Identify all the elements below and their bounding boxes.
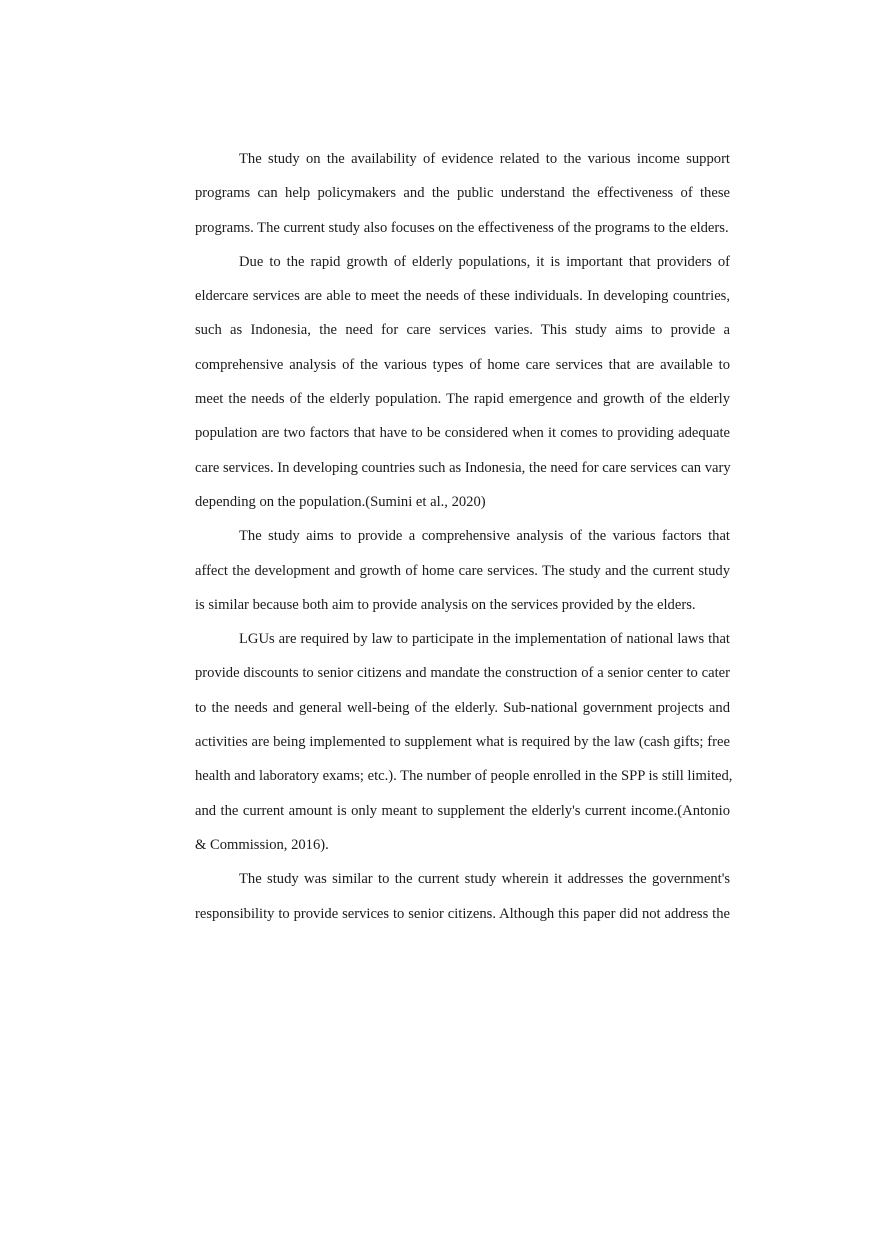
text-line: eldercare services are able to meet the needs of these individuals. In developing countries, bbox=[195, 288, 730, 305]
text-line: to the needs and general well-being of the elderly. Sub-national government projects and bbox=[195, 699, 730, 716]
text-line: care services. In developing countries such as Indonesia, the need for care services can vary bbox=[195, 459, 731, 476]
text-line: meet the needs of the elderly population. The rapid emergence and growth of the elderly bbox=[195, 391, 730, 408]
body-text bbox=[195, 145, 733, 934]
text-line: programs. The current study also focuses on the effectiveness of the programs to the elders. bbox=[195, 219, 729, 236]
text-line: such as Indonesia, the need for care services varies. This study aims to provide a bbox=[195, 322, 730, 339]
text-line: Due to the rapid growth of elderly populations, it is important that providers of bbox=[239, 253, 730, 270]
text-line: is similar because both aim to provide analysis on the services provided by the elders. bbox=[195, 596, 696, 613]
paragraph-5 bbox=[195, 865, 730, 934]
text-line: The study aims to provide a comprehensive analysis of the various factors that bbox=[239, 528, 730, 545]
text-line: depending on the population.(Sumini et al., 2020) bbox=[195, 493, 486, 510]
paragraph-1 bbox=[195, 145, 730, 248]
text-line: population are two factors that have to be considered when it comes to providing adequate bbox=[195, 425, 730, 442]
text-line: affect the development and growth of home care services. The study and the current study bbox=[195, 562, 730, 579]
text-line: The study on the availability of evidence related to the various income support bbox=[239, 151, 730, 167]
text-line: provide discounts to senior citizens and mandate the construction of a senior center to cater bbox=[195, 665, 730, 682]
paragraph-3 bbox=[195, 522, 730, 625]
text-line: health and laboratory exams; etc.). The number of people enrolled in the SPP is still limited, bbox=[195, 768, 733, 785]
text-line: activities are being implemented to supplement what is required by the law (cash gifts; free bbox=[195, 734, 730, 751]
text-line: LGUs are required by law to participate in the implementation of national laws that bbox=[239, 631, 730, 648]
text-line: & Commission, 2016). bbox=[195, 836, 329, 853]
text-line: responsibility to provide services to senior citizens. Although this paper did not address the bbox=[195, 905, 730, 922]
text-line: and the current amount is only meant to supplement the elderly's current income.(Antonio bbox=[195, 802, 730, 819]
text-line: comprehensive analysis of the various types of home care services that are available to bbox=[195, 356, 730, 373]
text-line: The study was similar to the current study wherein it addresses the government's bbox=[239, 871, 730, 888]
paragraph-2 bbox=[195, 248, 730, 522]
text-line: programs can help policymakers and the public understand the effectiveness of these bbox=[195, 185, 730, 202]
paragraph-4 bbox=[195, 625, 733, 865]
